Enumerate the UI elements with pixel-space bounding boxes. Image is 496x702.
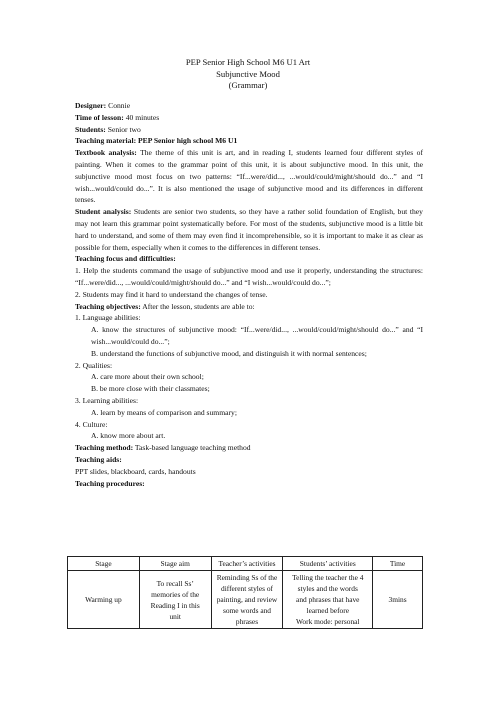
designer-value: Connie <box>108 101 131 110</box>
time-label: Time of lesson: <box>75 112 124 122</box>
document-title: PEP Senior High School M6 U1 Art <box>185 57 311 67</box>
cell-line: unit <box>169 611 181 621</box>
focus-item-2: 2. Students may find it hard to understand the changes of tense. <box>75 289 268 299</box>
header-students-activities: Students’ activities <box>283 557 373 571</box>
qualities-label: 2. Qualities: <box>75 360 113 370</box>
method-line <box>75 442 423 454</box>
textbook-label: Textbook analysis: <box>75 148 137 158</box>
document-body <box>75 100 423 489</box>
header-teacher-activities: Teacher’s activities <box>211 557 283 571</box>
cell-line: different styles of <box>221 584 273 593</box>
cell-line: phrases <box>235 617 259 626</box>
cell-line: styles and the words <box>297 584 358 593</box>
material-value: PEP Senior high school M6 U1 <box>138 136 238 146</box>
learning-abilities-label: 3. Learning abilities: <box>75 395 139 405</box>
cell-line: some words and <box>222 606 272 615</box>
designer-label: Designer: <box>75 101 107 110</box>
learning-objective-a: A. learn by means of comparison and summary; <box>91 407 237 417</box>
method-label: Teaching method: <box>75 443 134 453</box>
cell-line: painting, and review <box>216 595 278 604</box>
cell-stage: Warming up <box>68 571 140 629</box>
material-label: Teaching material: <box>75 136 137 146</box>
cell-line: To recall Ss’ <box>156 578 194 588</box>
focus-label: Teaching focus and difficulties: <box>75 254 176 264</box>
time-value: 40 minutes <box>125 112 160 122</box>
document-subtitle: Subjunctive Mood <box>216 68 280 79</box>
objectives-label: Teaching objectives: <box>75 301 141 311</box>
table-header-row <box>68 557 423 571</box>
method-text: Task-based language teaching method <box>134 443 251 453</box>
cell-line: and phrases that have <box>296 595 360 604</box>
header-stage-aim: Stage aim <box>139 557 211 571</box>
culture-objective-a: A. know more about art. <box>91 431 166 441</box>
language-abilities-label: 1. Language abilities: <box>75 313 141 323</box>
culture-label: 4. Culture: <box>75 419 108 429</box>
textbook-text: The theme of this unit is art, and in reading I, students learned four different styles of painting. When it comes to the grammar point of this unit, it is about subjunctive mood. In this unit, the subjunctive mood most focus on two patterns: “If...were/did..., ...would/could/might/should do...” and “I wish...would/could do...”. It is also mentioned the usage of subjunctive mood and its differences in different tenses. <box>75 148 423 205</box>
aids-heading <box>75 454 423 466</box>
focus-heading <box>75 253 423 265</box>
cell-line: Work mode: personal <box>296 617 360 626</box>
title-block <box>0 57 496 92</box>
material-line <box>75 135 423 147</box>
student-analysis-text: Students are senior two students, so they have a rather solid foundation of English, but they may not learn this grammar point systematically before. For most of the students, subjunctive mood is a little bit hard to understand, and some of them may even find it incomprehensible, so it is important to make it as clear as possible for them, especially when it comes to the differences in different tenses. <box>75 207 423 252</box>
cell-time: 3mins <box>373 571 423 629</box>
cell-line: Telling the teacher the 4 <box>292 573 364 582</box>
procedures-heading <box>75 478 423 490</box>
header-stage: Stage <box>68 557 140 571</box>
students-value: Senior two <box>107 124 141 134</box>
cell-line: Reading I in this <box>150 600 200 610</box>
qualities-objective-b: B. be more close with their classmates; <box>91 384 210 394</box>
table-row <box>68 571 423 629</box>
procedures-table <box>67 556 423 629</box>
textbook-analysis <box>75 147 423 206</box>
focus-item-1: 1. Help the students command the usage of subjunctive mood and use it properly, understanding the structures: “If...were/did..., ...would/could/might/should do...” and “I wish...would/could do...”; <box>75 266 423 287</box>
procedures-label: Teaching procedures: <box>75 478 145 488</box>
student-analysis-label: Student analysis: <box>75 207 132 217</box>
student-analysis <box>75 206 423 253</box>
language-objective-a: A. know the structures of subjunctive mood: “If...were/did..., ...would/could/might/should do...” and “I wish...would/could do...”; <box>91 325 423 346</box>
designer-line <box>75 100 423 112</box>
students-line <box>75 124 423 136</box>
qualities-objective-a: A. care more about their own school; <box>91 372 204 382</box>
students-label: Students: <box>75 124 106 134</box>
cell-line: learned before <box>306 606 349 615</box>
objectives-line <box>75 301 423 313</box>
header-time: Time <box>373 557 423 571</box>
cell-teacher-activities <box>211 571 283 629</box>
document-note: (Grammar) <box>228 80 268 90</box>
aids-label: Teaching aids: <box>75 454 122 464</box>
time-line <box>75 112 423 124</box>
cell-line: memories of the <box>151 589 200 599</box>
cell-students-activities <box>283 571 373 629</box>
cell-line: Reminding Ss of the <box>216 573 278 582</box>
language-objective-b: B. understand the functions of subjunctive mood, and distinguish it with normal sentences; <box>91 348 367 358</box>
cell-stage-aim <box>139 571 211 629</box>
objectives-intro: After the lesson, students are able to: <box>142 301 255 311</box>
aids-text: PPT slides, blackboard, cards, handouts <box>75 466 196 476</box>
